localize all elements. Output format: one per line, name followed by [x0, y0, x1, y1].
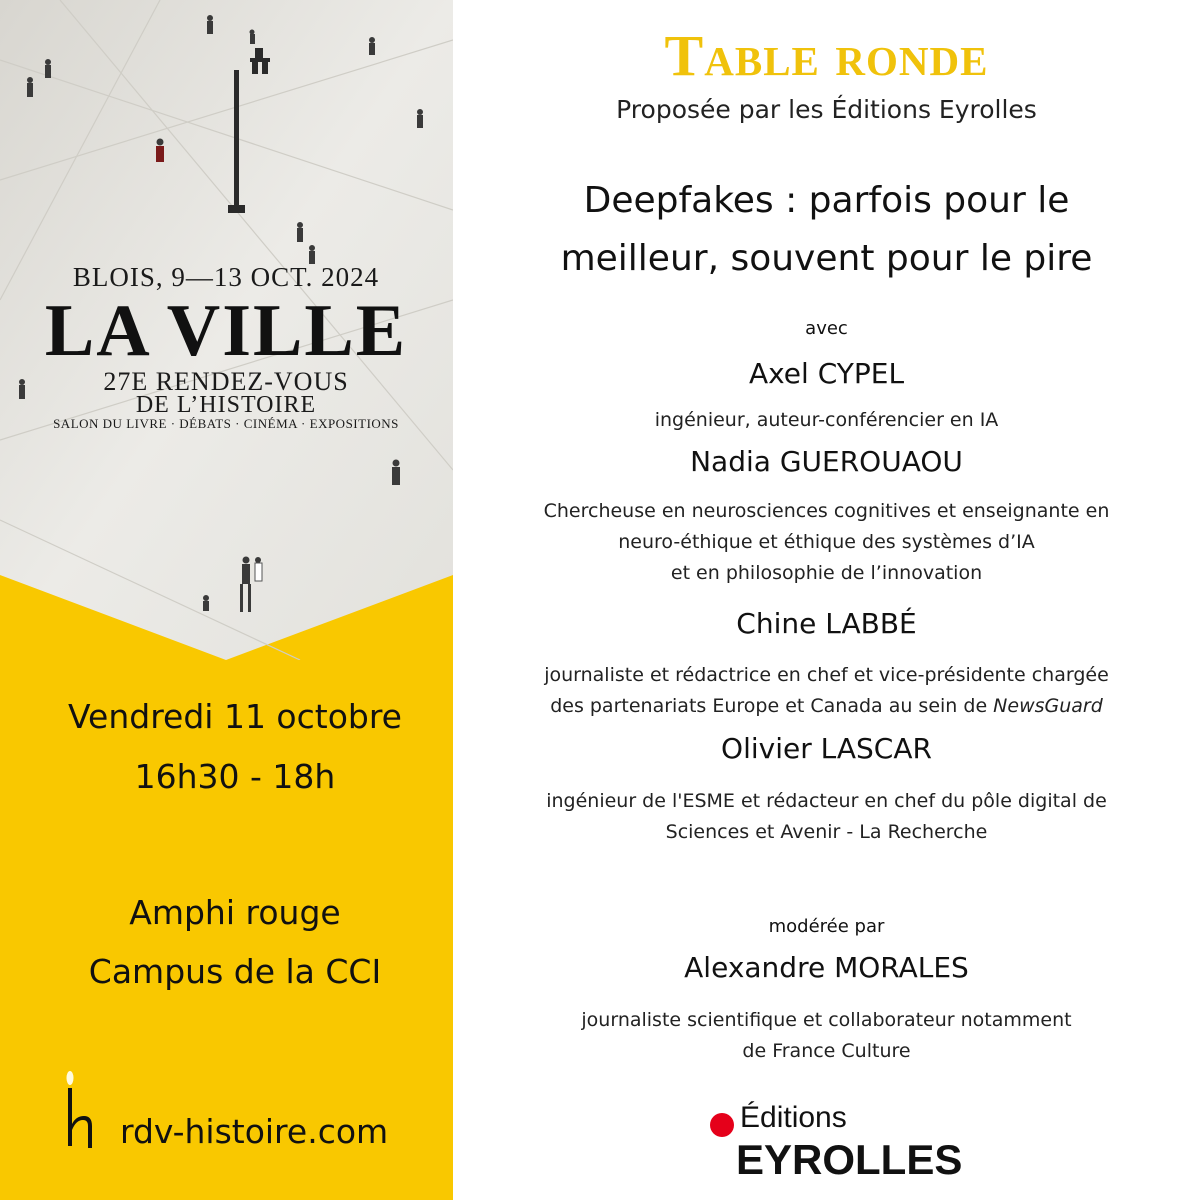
logo-editions: Éditions: [740, 1101, 847, 1134]
event-time: 16h30 - 18h: [134, 757, 336, 796]
moderator-role-line: de France Culture: [742, 1040, 911, 1062]
website-link[interactable]: rdv-histoire.com: [120, 1112, 389, 1151]
proposed-by: Proposée par les Éditions Eyrolles: [616, 95, 1037, 124]
speaker-role-line: Chercheuse en neurosciences cognitives et enseignante en: [543, 500, 1110, 522]
event-day: Vendredi 11 octobre: [68, 697, 402, 736]
talk-title-line-2: meilleur, souvent pour le pire: [560, 238, 1093, 279]
moderator-intro: modérée par: [768, 916, 885, 937]
candle-logo-icon: [54, 1068, 104, 1163]
eyrolles-logo: [710, 1103, 970, 1183]
speaker-role-text: des partenariats Europe et Canada au sein de: [550, 695, 994, 717]
speaker-role: [453, 405, 1200, 436]
speakers-intro: avec: [805, 318, 848, 339]
moderator-role: [453, 1005, 1200, 1067]
speaker-role: [453, 660, 1200, 722]
speaker-role: [453, 786, 1200, 848]
poster-subtitle-2: DE L’HISTOIRE: [135, 392, 317, 418]
speaker-role-line: et en philosophie de l’innovation: [670, 562, 983, 584]
poster-title: LA VILLE: [44, 290, 408, 372]
speaker-name: Nadia GUEROUAOU: [690, 445, 963, 478]
festival-poster: [0, 0, 453, 660]
speaker-role-line: journaliste et rédactrice en chef et vice-présidente chargée: [544, 664, 1109, 686]
speaker-role: [453, 496, 1200, 589]
event-room: Amphi rouge: [129, 893, 341, 932]
speaker-role-line: [453, 691, 1200, 722]
speaker-name: Olivier LASCAR: [721, 732, 932, 765]
left-panel: [0, 0, 453, 1200]
logo-eyrolles: EYROLLES: [736, 1136, 963, 1183]
moderator-name: Alexandre MORALES: [684, 951, 969, 984]
moderator-role-line: journaliste scientifique et collaborateur notamment: [581, 1009, 1072, 1031]
talk-title-line-1: Deepfakes : parfois pour le: [583, 180, 1070, 221]
speaker-role-line: ingénieur de l'ESME et rédacteur en chef du pôle digital de: [546, 790, 1107, 812]
poster-subtitle-3: SALON DU LIVRE · DÉBATS · CINÉMA · EXPOSITIONS: [53, 416, 399, 431]
poster-subtitle-1: 27E RENDEZ-VOUS: [103, 367, 349, 396]
speaker-role-line: ingénieur, auteur-conférencier en IA: [654, 409, 999, 431]
poster-date: BLOIS, 9—13 OCT. 2024: [72, 262, 380, 292]
speaker-name: Axel CYPEL: [748, 357, 905, 390]
red-dot-icon: [710, 1113, 734, 1137]
talk-title: [453, 172, 1200, 288]
newsguard-name: NewsGuard: [993, 695, 1103, 717]
event-campus: Campus de la CCI: [88, 952, 382, 991]
table-ronde-heading: Table ronde: [664, 23, 989, 88]
speaker-role-line: Sciences et Avenir - La Recherche: [665, 821, 988, 843]
speaker-role-line: neuro-éthique et éthique des systèmes d’IA: [618, 531, 1035, 553]
speaker-name: Chine LABBÉ: [736, 607, 917, 640]
